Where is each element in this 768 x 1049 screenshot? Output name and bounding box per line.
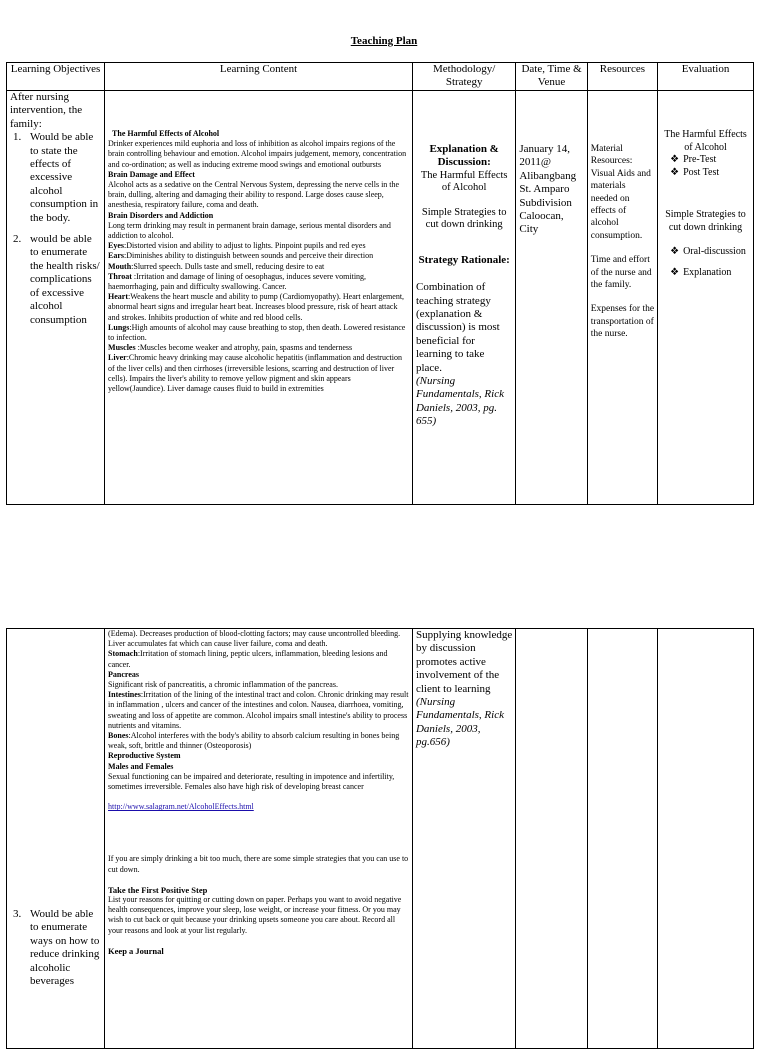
males-females-title: Males and Females [108,761,174,771]
pancreas-text: Significant risk of pancreatitis, a chromic inflammation of the pancreas. [108,680,338,690]
strategy-rationale-text: Combination of teaching strategy (explanation & discussion) is most beneficial for learning to take place. [415,281,500,374]
header-learning-objectives: Learning Objectives [7,63,105,91]
oral-discussion-item: ❖ Oral-discussion [670,246,746,257]
continuation-row [7,629,754,1049]
method-topic: The Harmful Effects of Alcohol [420,169,508,194]
learning-content-cell [105,91,413,505]
intestines-effect: Intestines:Irritation of the lining of the intestinal tract and colon. Chronic drinking may result in inflammation , ulcers and cancer of the intestines and colon. Nausea, diarrhoea, vomiting, sweating and loss of appetite are common. Alcohol impairs small intestine's ability to process nutrients and vitamins. [108,690,409,730]
lungs-effect: Lungs:High amounts of alcohol may cause breathing to stop, then death. Lowered resistance to infection. [108,322,406,343]
edema-text: (Edema). Decreases production of blood-clotting factors; may cause uncontrolled bleeding. Liver accumulates fat which can cause liver failure, coma and death. [108,629,401,649]
resource-time: Time and effort of the nurse and the family. [590,255,652,291]
date-venue-cell [516,91,587,505]
evaluation-cell [658,91,754,505]
first-step-title: Take the First Positive Step [108,884,208,895]
objective-item-3: 3. Would be able to enumerate ways on how to reduce drinking alcoholic beverages [13,908,100,988]
journal-title: Keep a Journal [108,945,164,956]
method-citation: (Nursing Fundamentals, Rick Daniels, 2003, pg. 655) [415,375,504,428]
brain-disorders-text: Long term drinking may result in permanent brain damage, serious mental disorders and addiction to alcohol. [108,220,391,241]
header-resources: Resources [587,63,657,91]
method-continued-text: Supplying knowledge by discussion promotes active involvement of the client to learning [415,629,513,695]
liver-effect: Liver:Chromic heavy drinking may cause alcoholic hepatitis (inflammation and destruction of the liver cells) and then cirrhoses (irreversible lesions, scarring and destruction of liver cells). Impairs the liver's ability to remove yellow pigment and skin appears yellow(Jaundice). Liver damage causes fluid to build in extremities [108,353,402,394]
method-strategies: Simple Strategies to cut down drinking [421,206,507,231]
source-link[interactable]: http://www.salagram.net/AlcoholEffects.html [108,802,254,812]
reproductive-title: Reproductive System [108,751,181,761]
evaluation-list-1 [661,154,750,179]
eyes-effect: Eyes:Distorted vision and ability to adjust to lights. Pinpoint pupils and red eyes [108,241,366,251]
evaluation-cell-continued [658,629,754,1049]
objectives-cell-continued [7,629,105,1049]
throat-effect: Throat :Irritation and damage of lining of oesophagus, induces severe vomiting, haemorrhaging, pain and difficulty swallowing. Cancer. [108,271,367,292]
objectives-list [10,131,101,327]
first-step-text: List your reasons for quitting or cutting down on paper. Perhaps you want to avoid negative health consequences, improve your sleep, lose weight, or increase your fitness. Or you may wish to cut back or quit because your drinking upsets someone you care about. Record all your reasons and look at your list regularly. [108,895,402,935]
explanation-item: ❖ Explanation [670,266,732,278]
evaluation-topic-1: The Harmful Effects of Alcohol [664,129,747,153]
header-methodology: Methodology/ Strategy [412,63,515,91]
learning-content-cell-continued [105,629,413,1049]
resource-expenses: Expenses for the transportation of the nurse. [590,304,655,340]
objective-item-1: 1. Would be able to state the effects of excessive alcohol consumption in the body. [13,131,99,224]
diamond-bullet-icon: ❖ [670,166,680,178]
mouth-effect: Mouth:Slurred speech. Dulls taste and smell, reducing desire to eat [108,261,325,271]
date-venue-cell-continued [516,629,587,1049]
muscles-effect: Muscles :Muscles become weaker and atrophy, pain, spasms and tenderness [108,343,353,353]
ears-effect: Ears:Diminishes ability to distinguish between sounds and perceive their direction [108,251,374,261]
objectives-intro: After nursing intervention, the family: [10,91,83,130]
evaluation-list-2 [661,246,750,279]
harmful-effects-text: Drinker experiences mild euphoria and loss of inhibition as alcohol impairs regions of the brain controlling behaviour and emotion. Alcohol impairs judgement, memory, concentration and co-ordination; as well as inducing extreme mood swings and emotional outbursts [108,139,407,169]
header-learning-content: Learning Content [105,63,413,91]
post-test-item: ❖ Post Test [670,166,720,178]
resources-cell [587,91,657,505]
stomach-effect: Stomach:Irritation of stomach lining, peptic ulcers, inflammation, bleeding lesions and cancer. [108,649,388,669]
heart-effect: Heart:Weakens the heart muscle and ability to pump (Cardiomyopathy). Heart enlargement, abnormal heart signs and irregular heart beat. Increases blood pressure, risk of heart attack and strokes. Inhibits production of white and red blood cells. [108,292,405,322]
methodology-cell [412,91,515,505]
objectives-cell [7,91,105,505]
bones-effect: Bones:Alcohol interferes with the body's ability to absorb calcium resulting in bones being weak, soft, brittle and thinner (Osteoporosis) [108,731,400,751]
evaluation-topic-2: Simple Strategies to cut down drinking [665,209,746,233]
methodology-cell-continued [412,629,515,1049]
header-evaluation: Evaluation [658,63,754,91]
header-date-time-venue: Date, Time & Venue [516,63,587,91]
brain-disorders-title: Brain Disorders and Addiction [108,210,214,220]
brain-damage-text: Alcohol acts as a sedative on the Central Nervous System, depressing the nerve cells in the brain, dulling, altering and damaging their ability to respond. Large doses cause sleep, anesthesia, respiratory failure, coma and death. [108,180,400,210]
diamond-bullet-icon: ❖ [670,266,680,278]
resource-material: Material Resources: Visual Aids and materials needed on effects of alcohol consumption. [590,144,651,241]
strategy-rationale-title: Strategy Rationale: [418,253,510,266]
teaching-plan-table-page2 [6,628,754,1049]
method-continued-citation: (Nursing Fundamentals, Rick Daniels, 2003, pg.656) [415,696,504,749]
method-heading: Explanation & Discussion: [429,143,499,169]
reproductive-text: Sexual functioning can be impaired and deteriorate, resulting in impotence and infertility, sometimes irreversible. Females also have high risk of developing breast cancer [108,771,395,792]
document-title: Teaching Plan [350,35,418,47]
date-venue-text: January 14, 2011@ Alibangbang St. Amparo Subdivision Caloocan, City [519,143,577,236]
objective-item-2: 2. would be able to enumerate the health risks/ complications of excessive alcohol consumption [13,233,100,326]
header-row [7,63,754,91]
harmful-effects-title: The Harmful Effects of Alcohol [112,129,220,138]
cut-down-intro: If you are simply drinking a bit too much, there are some simple strategies that you can use to cut down. [108,854,409,874]
diamond-bullet-icon: ❖ [670,154,680,165]
pancreas-title: Pancreas [108,669,139,679]
content-row [7,91,754,505]
brain-damage-title: Brain Damage and Effect [108,169,195,179]
objectives-list-continued [10,908,101,988]
resources-cell-continued [587,629,657,1049]
pre-test-item: ❖ Pre-Test [670,154,717,165]
teaching-plan-table-page1 [6,62,754,505]
diamond-bullet-icon: ❖ [670,246,680,257]
